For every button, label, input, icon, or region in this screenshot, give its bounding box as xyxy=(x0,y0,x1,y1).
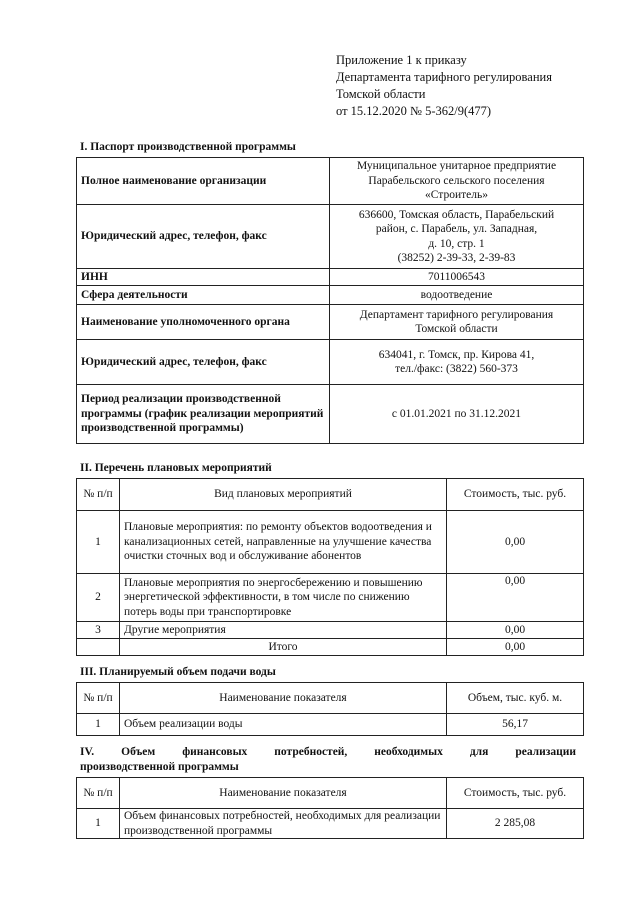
row-label: Юридический адрес, телефон, факс xyxy=(77,340,330,385)
table-row xyxy=(77,305,584,340)
passport-table xyxy=(76,157,584,444)
table-row xyxy=(77,385,584,444)
table-row xyxy=(77,286,584,305)
row-number: 3 xyxy=(77,622,120,639)
section4-title xyxy=(80,745,576,775)
water-volume-table xyxy=(76,682,584,736)
row-value: 634041, г. Томск, пр. Кирова 41, тел./факс: (3822) 560-373 xyxy=(330,340,584,385)
row-number: 1 xyxy=(77,714,120,736)
table-row xyxy=(77,269,584,286)
row-number: 1 xyxy=(77,511,120,574)
header-line: Департамента тарифного регулирования xyxy=(336,70,552,84)
order-reference xyxy=(336,52,552,120)
table-header-row xyxy=(77,778,584,809)
empty-cell xyxy=(77,639,120,656)
header-line: от 15.12.2020 № 5-362/9(477) xyxy=(336,104,492,118)
measure-cost: 0,00 xyxy=(447,511,584,574)
row-number: 2 xyxy=(77,574,120,622)
row-value: с 01.01.2021 по 31.12.2021 xyxy=(330,385,584,444)
measure-cost: 0,00 xyxy=(447,622,584,639)
measure-cost: 0,00 xyxy=(447,574,584,622)
row-label: ИНН xyxy=(77,269,330,286)
column-header: Наименование показателя xyxy=(120,683,447,714)
measure-name: Плановые мероприятия по энергосбережению и повышению энергетической эффективности, в том числе по снижению потерь воды при транспортировке xyxy=(120,574,447,622)
indicator-value: 2 285,08 xyxy=(447,809,584,839)
column-header: № п/п xyxy=(77,479,120,511)
measure-name: Плановые мероприятия: по ремонту объектов водоотведения и канализационных сетей, направленные на улучшение качества очистки сточных вод и обслуживание абонентов xyxy=(120,511,447,574)
table-header-row xyxy=(77,683,584,714)
header-line: Томской области xyxy=(336,87,426,101)
table-row xyxy=(77,340,584,385)
table-row xyxy=(77,714,584,736)
indicator-name: Объем финансовых потребностей, необходимых для реализации производственной программы xyxy=(120,809,447,839)
column-header: Вид плановых мероприятий xyxy=(120,479,447,511)
table-header-row xyxy=(77,479,584,511)
table-row xyxy=(77,574,584,622)
row-value: Муниципальное унитарное предприятие Парабельского сельского поселения «Строитель» xyxy=(330,158,584,205)
total-row xyxy=(77,639,584,656)
column-header: Стоимость, тыс. руб. xyxy=(447,479,584,511)
financial-needs-table xyxy=(76,777,584,839)
total-value: 0,00 xyxy=(447,639,584,656)
section2-title: II. Перечень плановых мероприятий xyxy=(80,462,272,474)
row-label: Юридический адрес, телефон, факс xyxy=(77,205,330,269)
section1-title: I. Паспорт производственной программы xyxy=(80,141,296,153)
measure-name: Другие мероприятия xyxy=(120,622,447,639)
row-label: Наименование уполномоченного органа xyxy=(77,305,330,340)
row-label: Период реализации производственной программы (график реализации мероприятий производственной программы) xyxy=(77,385,330,444)
measures-table xyxy=(76,478,584,656)
row-number: 1 xyxy=(77,809,120,839)
row-label: Сфера деятельности xyxy=(77,286,330,305)
row-label: Полное наименование организации xyxy=(77,158,330,205)
table-row xyxy=(77,158,584,205)
title-line: IV. Объем финансовых потребностей, необходимых для реализации xyxy=(80,746,576,758)
row-value: 636600, Томская область, Парабельский район, с. Парабель, ул. Западная, д. 10, стр. 1 (38252) 2-39-33, 2-39-83 xyxy=(330,205,584,269)
column-header: № п/п xyxy=(77,778,120,809)
title-line: производственной программы xyxy=(80,761,239,773)
indicator-name: Объем реализации воды xyxy=(120,714,447,736)
table-row xyxy=(77,622,584,639)
section3-title: III. Планируемый объем подачи воды xyxy=(80,666,276,678)
header-line: Приложение 1 к приказу xyxy=(336,53,467,67)
column-header: Стоимость, тыс. руб. xyxy=(447,778,584,809)
column-header: Наименование показателя xyxy=(120,778,447,809)
indicator-value: 56,17 xyxy=(447,714,584,736)
table-row xyxy=(77,511,584,574)
column-header: № п/п xyxy=(77,683,120,714)
table-row xyxy=(77,205,584,269)
row-value: 7011006543 xyxy=(330,269,584,286)
row-value: Департамент тарифного регулирования Томской области xyxy=(330,305,584,340)
table-row xyxy=(77,809,584,839)
column-header: Объем, тыс. куб. м. xyxy=(447,683,584,714)
row-value: водоотведение xyxy=(330,286,584,305)
total-label: Итого xyxy=(120,639,447,656)
